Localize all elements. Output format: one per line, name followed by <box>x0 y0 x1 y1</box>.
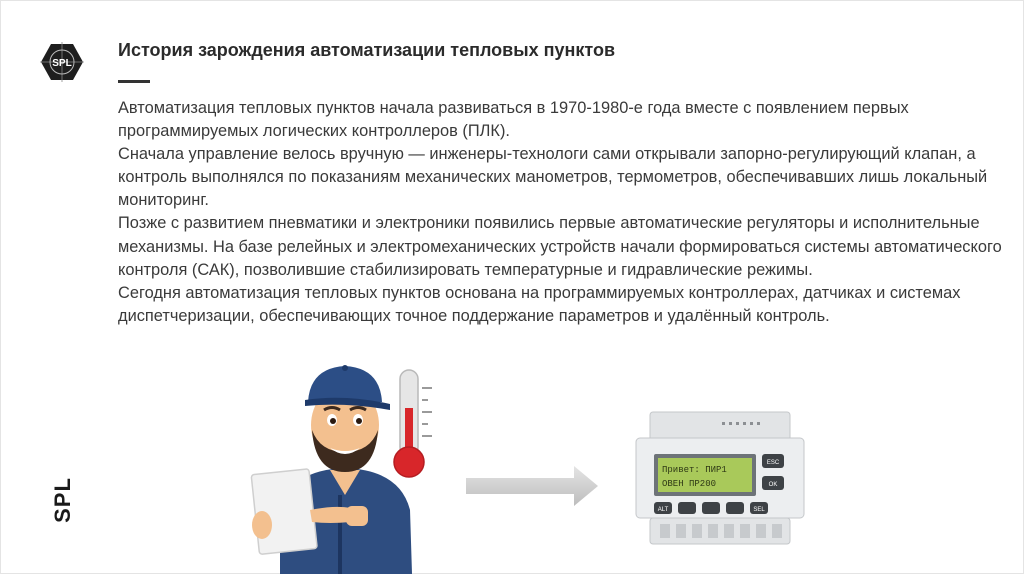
paragraph-automation: Позже с развитием пневматики и электроники появились первые автоматические регуляторы и исполнительные механизмы. На базе релейных и электромеханических устройств начали формироваться системы автоматического контроля (САК), позволившие стабилизировать температурные и гидравлические режимы. <box>118 214 1002 279</box>
slide-title: История зарождения автоматизации тепловых пунктов <box>118 40 616 60</box>
logo-text: SPL <box>52 58 72 69</box>
plc-button-esc: ESC <box>766 460 780 466</box>
paragraph-manual: Сначала управление велось вручную — инженеры-технологи сами открывали запорно-регулирующий клапан, а контроль выполнялся по показаниям механических манометров, термометров, обеспечивавших лишь локальный мониторинг. <box>118 145 988 210</box>
plc-display-line1: Привет: ПИР1 <box>662 465 727 475</box>
plc-button-alt: ALT <box>657 507 669 513</box>
side-brand <box>48 465 78 535</box>
paragraph-today: Сегодня автоматизация тепловых пунктов основана на программируемых контроллерах, датчиках и системах диспетчеризации, обеспечивающих точное поддержание параметров и удалённый контроль. <box>118 283 961 325</box>
plc-button-ok: OK <box>768 482 778 488</box>
title-underline <box>118 80 150 83</box>
paragraph-history: Автоматизация тепловых пунктов начала развиваться в 1970-1980-е года вместе с появлением первых программируемых логических контроллеров (ПЛК). <box>118 99 909 141</box>
plc-controller <box>632 410 808 546</box>
side-brand-text: SPL <box>50 477 75 523</box>
thermometer-icon <box>392 368 442 480</box>
plc-button-sel: SEL <box>753 507 765 513</box>
body-text <box>118 97 1018 328</box>
spl-logo <box>40 42 84 82</box>
plc-display-line2: ОВЕН ПР200 <box>662 479 717 489</box>
arrow-right-icon <box>466 466 598 506</box>
